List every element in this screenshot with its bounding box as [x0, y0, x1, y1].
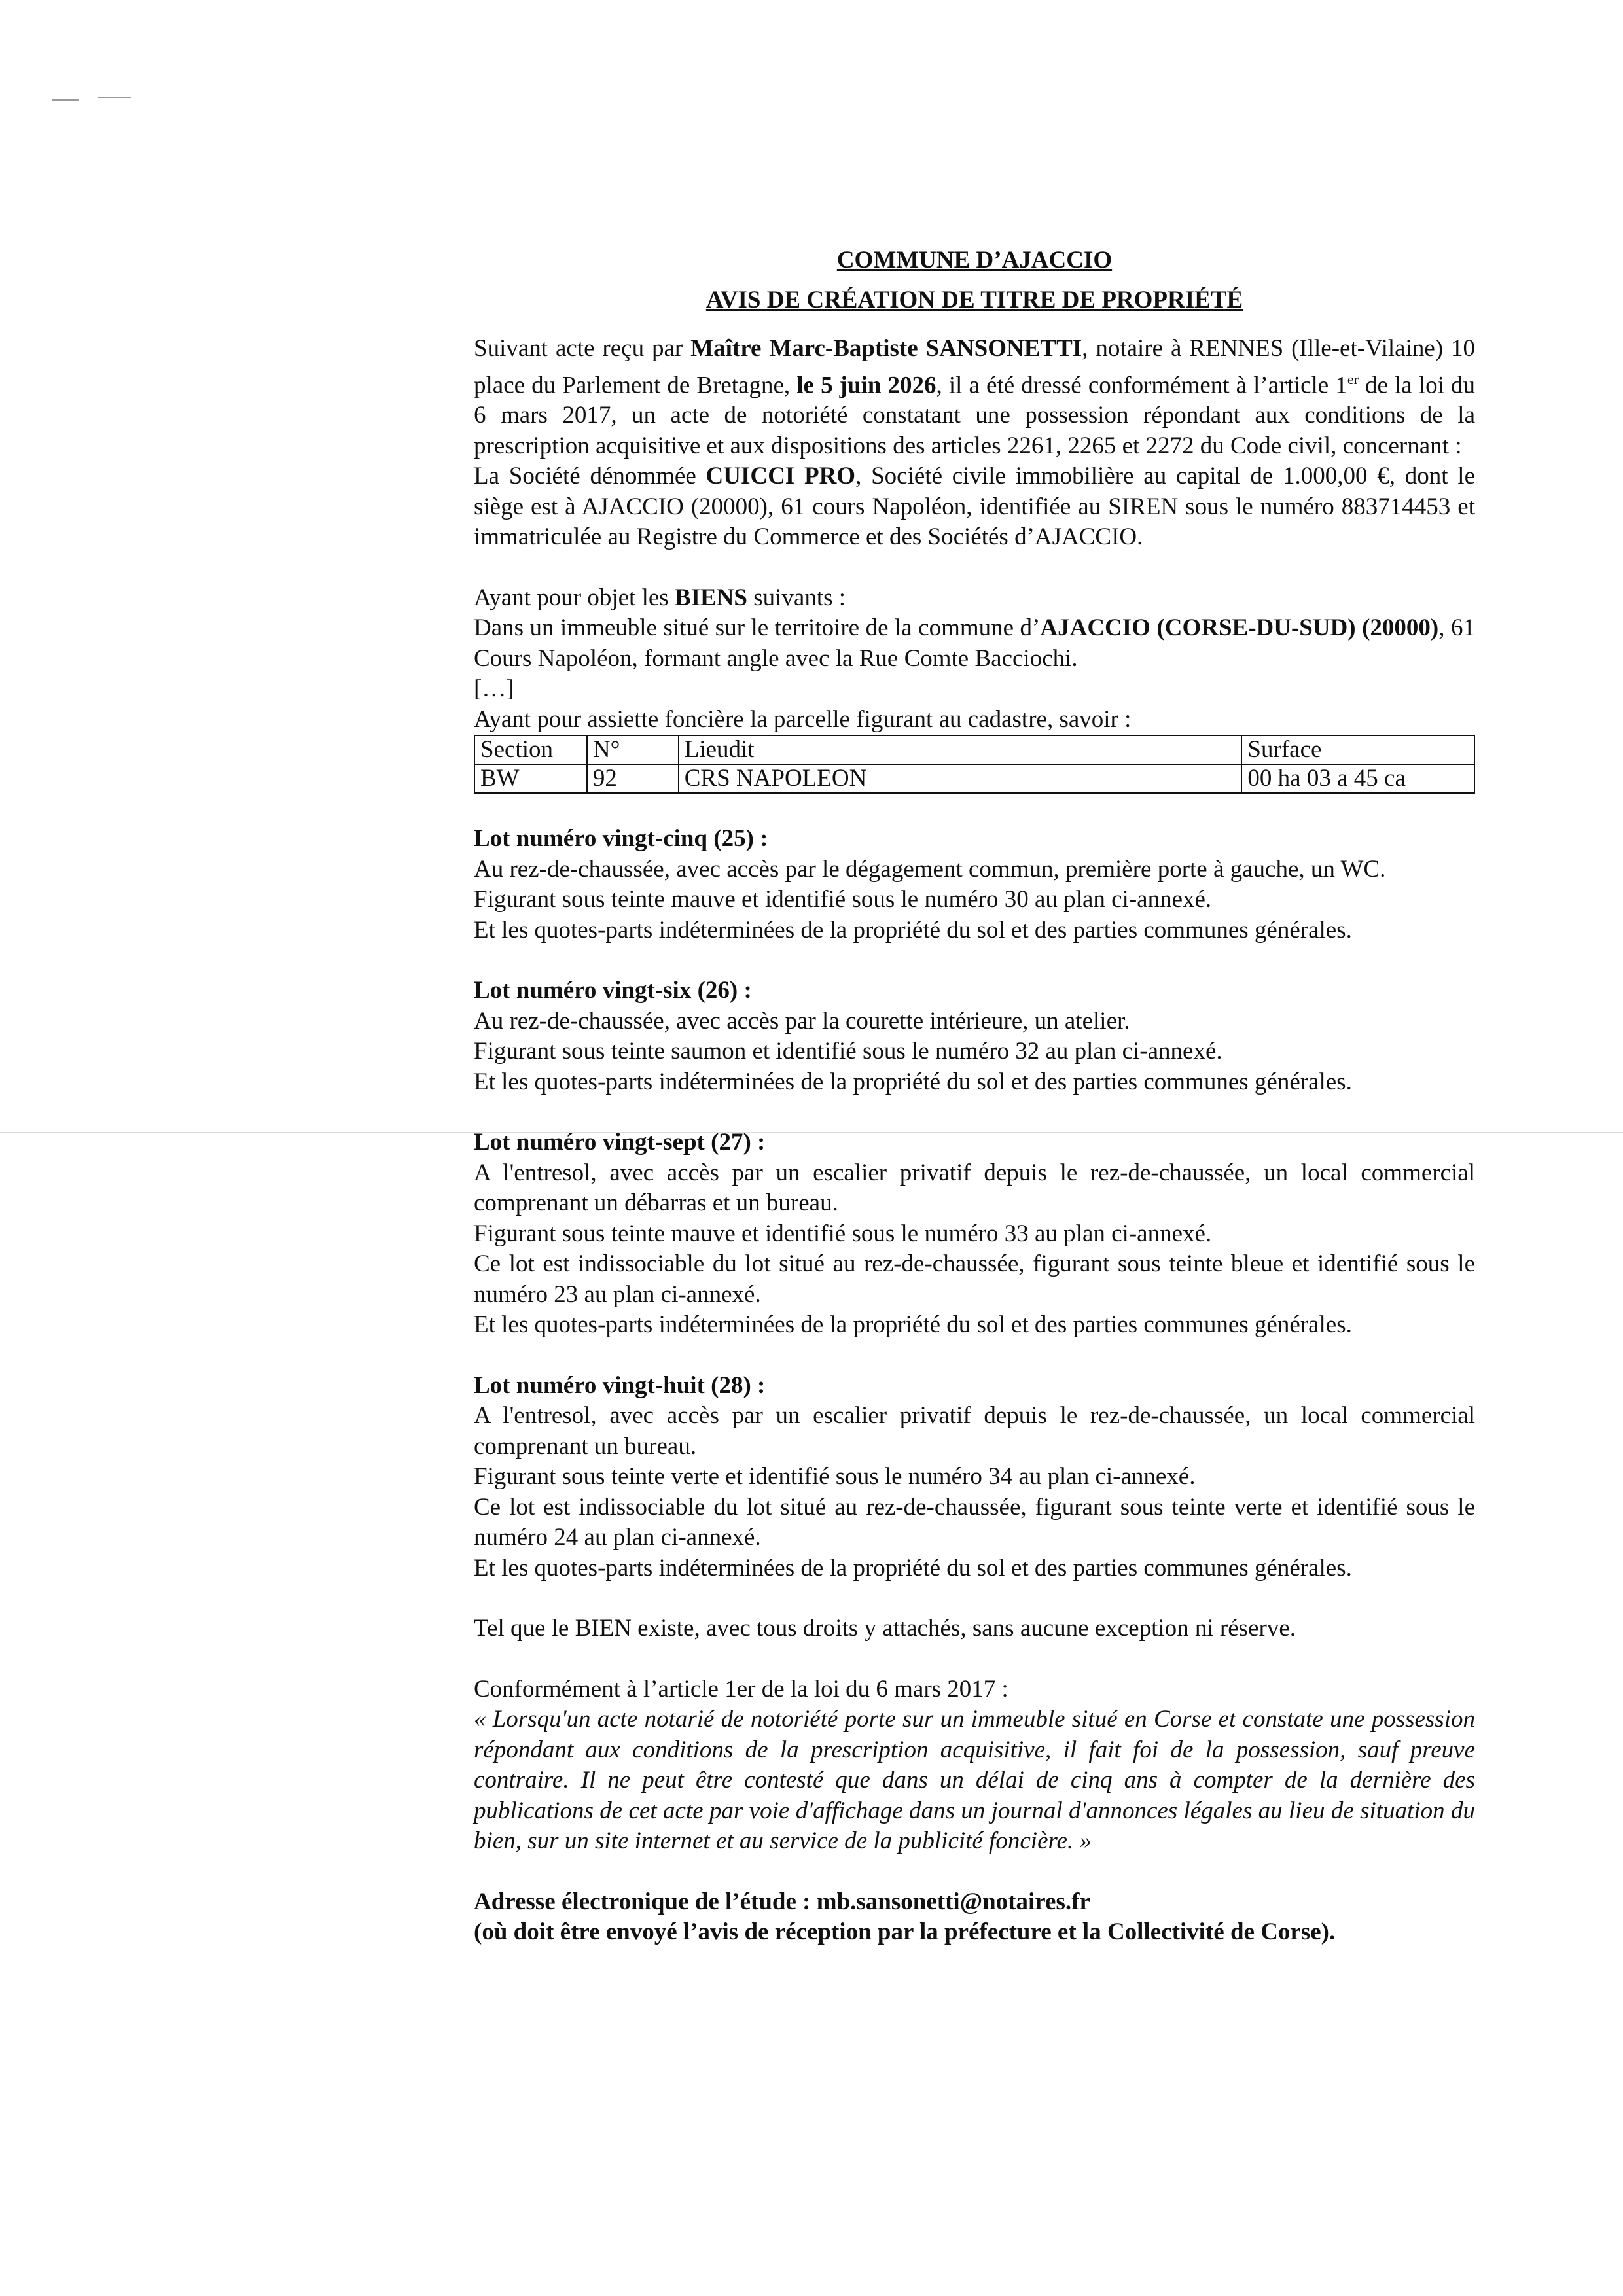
- lot-title: Lot numéro vingt-huit (28) :: [474, 1371, 766, 1399]
- law-quote: « Lorsqu'un acte notarié de notoriété porte sur un immeuble situé en Corse et constate une possession répondant aux conditions de la prescription acquisitive, il fait foi de la possession, sauf preuve contraire. Il ne peut être contesté que dans un délai de cinq ans à compter de la dernière des publications de cet acte par voie d'affichage dans un journal d'annonces légales au lieu de situation du bien, sur un site internet et au service de la publicité foncière. »: [474, 1706, 1475, 1855]
- scan-mark: [52, 99, 79, 101]
- notary-name: Maître Marc-Baptiste SANSONETTI: [690, 335, 1082, 362]
- lot-28: [474, 1371, 1475, 1584]
- table-cell: CRS NAPOLEON: [679, 764, 1242, 793]
- company-paragraph: La Société dénommée CUICCI PRO, Société civile immobilière au capital de 1.000,00 €, dont le siège est à AJACCIO (20000), 61 cours Napoléon, identifiée au SIREN sous le numéro 883714453 et immatriculée au Registre du Commerce et des Sociétés d’AJACCIO.: [474, 463, 1476, 551]
- lot-line: Figurant sous teinte saumon et identifié sous le numéro 32 au plan ci-annexé.: [474, 1038, 1222, 1065]
- biens-intro: Ayant pour objet les BIENS suivants :: [474, 584, 846, 611]
- lot-line: Figurant sous teinte mauve et identifié sous le numéro 30 au plan ci-annexé.: [474, 886, 1212, 913]
- scan-mark: [98, 97, 131, 98]
- lot-line: Et les quotes-parts indéterminées de la propriété du sol et des parties communes générales.: [474, 916, 1352, 944]
- lot-line: Figurant sous teinte verte et identifié sous le numéro 34 au plan ci-annexé.: [474, 1463, 1196, 1491]
- lot-title: Lot numéro vingt-sept (27) :: [474, 1129, 766, 1156]
- table-cell: 92: [587, 764, 679, 793]
- document-page: [474, 245, 1475, 1948]
- lot-line: Au rez-de-chaussée, avec accès par la courette intérieure, un atelier.: [474, 1007, 1130, 1034]
- commune-title: COMMUNE D’AJACCIO: [836, 247, 1113, 274]
- table-header-cell: Section: [474, 735, 587, 764]
- lot-title: Lot numéro vingt-cinq (25) :: [474, 825, 768, 853]
- lot-27: [474, 1127, 1475, 1341]
- commune-name: AJACCIO (CORSE-DU-SUD) (20000): [1040, 614, 1439, 642]
- table-header-cell: Lieudit: [679, 735, 1242, 764]
- lot-line: Et les quotes-parts indéterminées de la propriété du sol et des parties communes générales.: [474, 1068, 1352, 1095]
- lot-line: A l'entresol, avec accès par un escalier privatif depuis le rez-de-chaussée, un local commercial comprenant un débarras et un bureau.: [474, 1159, 1475, 1217]
- lot-26: [474, 976, 1475, 1097]
- table-header-row: [474, 735, 1474, 764]
- closing-statement: Tel que le BIEN existe, avec tous droits y attachés, sans aucune exception ni réserve.: [474, 1615, 1296, 1642]
- table-cell: BW: [474, 764, 587, 793]
- table-row: [474, 764, 1474, 793]
- assiette-text: Ayant pour assiette foncière la parcelle figurant au cadastre, savoir :: [474, 705, 1132, 733]
- contact-note-line: (où doit être envoyé l’avis de réception par la préfecture et la Collectivité de Corse).: [474, 1918, 1336, 1946]
- intro-paragraph: Suivant acte reçu par Maître Marc-Baptiste SANSONETTI, notaire à RENNES (Ille-et-Vilaine) 10 place du Parlement de Bretagne, le 5 juin 2026, il a été dressé conformément à l’article 1er de la loi du 6 mars 2017, un acte de notoriété constatant une possession répondant aux conditions de la prescription acquisitive et aux dispositions des articles 2261, 2265 et 2272 du Code civil, concernant :: [474, 335, 1475, 459]
- lot-line: Ce lot est indissociable du lot situé au rez-de-chaussée, figurant sous teinte verte et identifié sous le numéro 24 au plan ci-annexé.: [474, 1493, 1475, 1551]
- act-date: le 5 juin 2026: [796, 371, 936, 398]
- table-header-cell: N°: [587, 735, 679, 764]
- lot-line: Ce lot est indissociable du lot situé au rez-de-chaussée, figurant sous teinte bleue et identifié sous le numéro 23 au plan ci-annexé.: [474, 1250, 1475, 1308]
- ellipsis: […]: [474, 675, 514, 703]
- table-header-cell: Surface: [1241, 735, 1474, 764]
- table-cell: 00 ha 03 a 45 ca: [1241, 764, 1474, 793]
- lot-25: [474, 824, 1475, 945]
- contact-email-line: Adresse électronique de l’étude : mb.sansonetti@notaires.fr: [474, 1888, 1090, 1915]
- lot-line: Et les quotes-parts indéterminées de la propriété du sol et des parties communes générales.: [474, 1554, 1352, 1581]
- biens-location: Dans un immeuble situé sur le territoire de la commune d’AJACCIO (CORSE-DU-SUD) (20000), 61 Cours Napoléon, formant angle avec la Rue Comte Bacciochi.: [474, 614, 1475, 672]
- company-name: CUICCI PRO: [705, 463, 856, 490]
- law-intro: Conformément à l’article 1er de la loi du 6 mars 2017 :: [474, 1675, 1008, 1703]
- cadastre-table: [474, 735, 1475, 794]
- lot-line: Figurant sous teinte mauve et identifié sous le numéro 33 au plan ci-annexé.: [474, 1220, 1212, 1247]
- lot-title: Lot numéro vingt-six (26) :: [474, 977, 752, 1004]
- notice-title: AVIS DE CRÉATION DE TITRE DE PROPRIÉTÉ: [705, 286, 1243, 313]
- lot-line: Au rez-de-chaussée, avec accès par le dégagement commun, première porte à gauche, un WC.: [474, 855, 1386, 883]
- lot-line: Et les quotes-parts indéterminées de la propriété du sol et des parties communes générales.: [474, 1311, 1352, 1339]
- lot-line: A l'entresol, avec accès par un escalier privatif depuis le rez-de-chaussée, un local commercial comprenant un bureau.: [474, 1402, 1475, 1460]
